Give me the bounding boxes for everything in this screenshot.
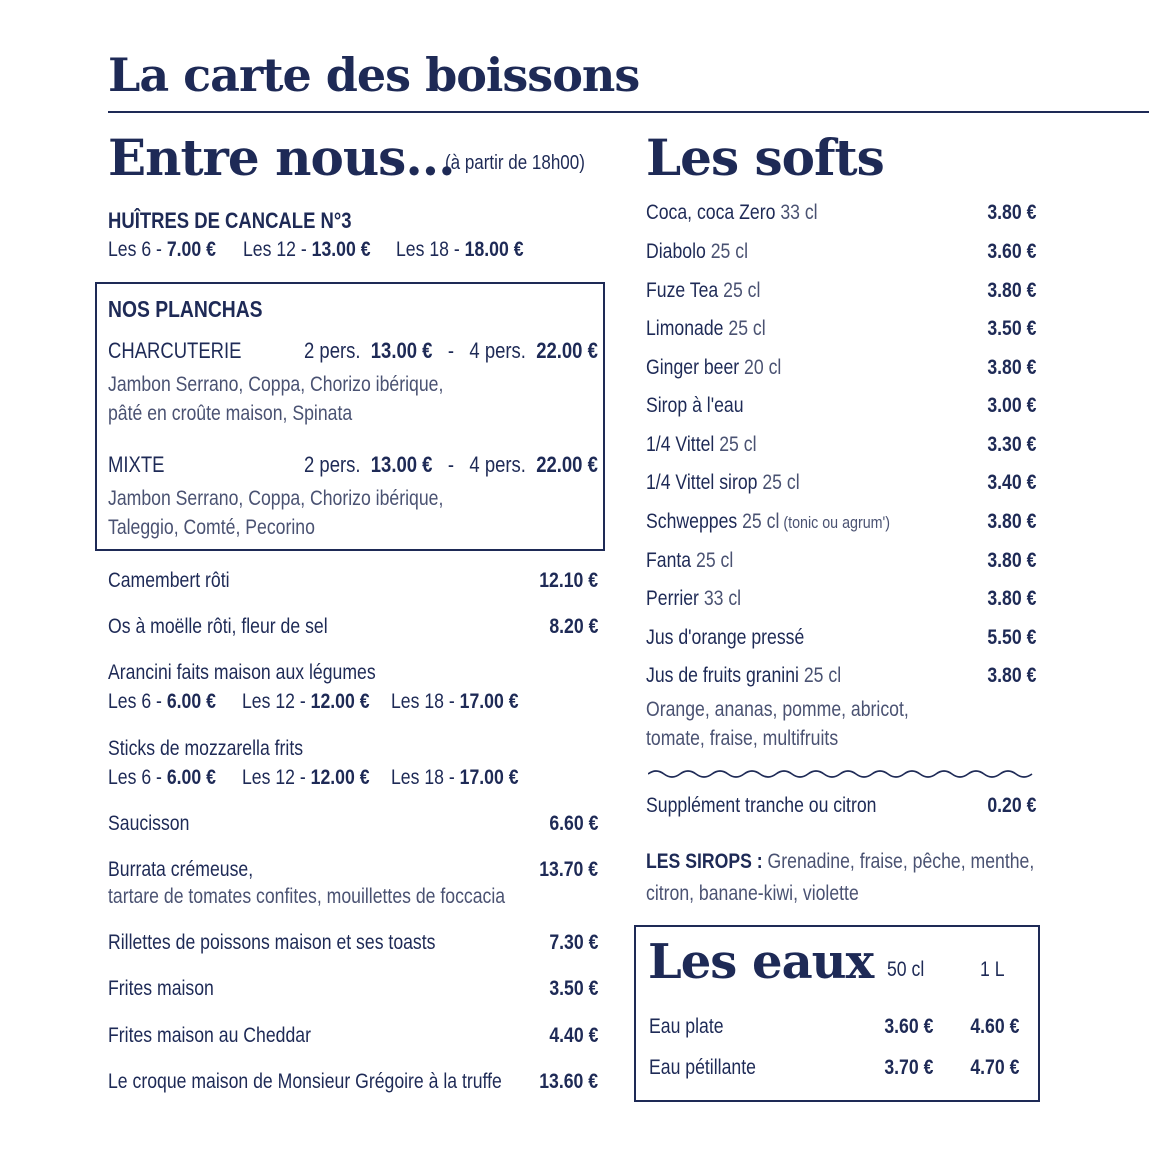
menu-item-name: Camembert rôti [108,569,230,592]
arancini-offer: Les 18 - 17.00 € [391,690,519,713]
menu-item-price: 6.60 € [548,812,598,835]
eau-name: Eau pétillante [649,1056,756,1079]
eaux-col-header: 50 cl [887,958,925,981]
menu-item-name: Burrata crémeuse, [108,858,254,881]
plancha-name: CHARCUTERIE [108,338,242,363]
eau-price: 3.70 € [883,1056,933,1079]
soft-row: Schweppes 25 cl (tonic ou agrum') 3.80 € [646,510,1036,533]
planchas-title: NOS PLANCHAS [108,296,263,322]
menu-item-price: 13.70 € [539,858,598,881]
soft-price: 3.60 € [986,240,1036,263]
huitres-title: HUÎTRES DE CANCALE N°3 [108,208,352,233]
soft-row: Jus de fruits granini 25 cl 3.80 € [646,664,1036,687]
plancha-prices: 2 pers. 13.00 € - 4 pers. 22.00 € [304,452,598,477]
soft-price: 3.50 € [986,317,1036,340]
eau-price: 4.70 € [969,1056,1019,1079]
page-title: La carte des boissons [108,48,640,102]
arancini-name: Arancini faits maison aux légumes [108,661,376,684]
plancha-desc: Taleggio, Comté, Pecorino [108,516,315,539]
soft-row: Ginger beer 20 cl 3.80 € [646,356,1036,379]
plancha-desc: pâté en croûte maison, Spinata [108,402,353,425]
menu-item-price: 4.40 € [548,1024,598,1047]
soft-price: 3.00 € [986,394,1036,417]
sticks-offer: Les 12 - 12.00 € [242,766,370,789]
huitres-offer: Les 18 - 18.00 € [396,238,524,261]
soft-price: 3.40 € [986,471,1036,494]
eaux-col-header: 1 L [980,958,1005,981]
title-divider [108,111,1149,113]
soft-row: Fuze Tea 25 cl 3.80 € [646,279,1036,302]
menu-item-desc: tartare de tomates confites, mouillettes de foccacia [108,885,506,908]
menu-item-price: 7.30 € [548,931,598,954]
menu-item-name: Saucisson [108,812,190,835]
menu-item-price: 8.20 € [548,615,598,638]
soft-row: Limonade 25 cl 3.50 € [646,317,1036,340]
soft-price: 3.80 € [986,549,1036,572]
sirops-line: citron, banane-kiwi, violette [646,882,859,905]
sirops-line: LES SIROPS : Grenadine, fraise, pêche, menthe, [646,850,1035,873]
soft-price: 3.80 € [986,201,1036,224]
soft-price: 3.30 € [986,433,1036,456]
soft-row: 1/4 Vittel sirop 25 cl 3.40 € [646,471,1036,494]
section-title-eaux: Les eaux [648,934,874,990]
soft-price: 3.80 € [986,587,1036,610]
section-title-entre-nous: Entre nous... [108,128,455,187]
sticks-offer: Les 6 - 6.00 € [108,766,216,789]
sticks-name: Sticks de mozzarella frits [108,737,304,760]
eau-price: 3.60 € [883,1015,933,1038]
arancini-offer: Les 12 - 12.00 € [242,690,370,713]
soft-row: Jus d'orange pressé 5.50 € [646,626,1036,649]
soft-row: Perrier 33 cl 3.80 € [646,587,1036,610]
sticks-offer: Les 18 - 17.00 € [391,766,519,789]
menu-item-name: Le croque maison de Monsieur Grégoire à la truffe [108,1070,502,1093]
menu-item-price: 12.10 € [539,569,598,592]
soft-row: Diabolo 25 cl 3.60 € [646,240,1036,263]
wavy-divider [648,766,1038,782]
plancha-desc: Jambon Serrano, Coppa, Chorizo ibérique, [108,373,444,396]
soft-row: Sirop à l'eau 3.00 € [646,394,1036,417]
supplement-price: 0.20 € [986,794,1036,817]
soft-price: 5.50 € [986,626,1036,649]
soft-price: 3.80 € [986,279,1036,302]
supplement-row: Supplément tranche ou citron 0.20 € [646,794,1036,817]
menu-item-name: Os à moëlle rôti, fleur de sel [108,615,328,638]
menu-item-name: Frites maison au Cheddar [108,1024,311,1047]
plancha-desc: Jambon Serrano, Coppa, Chorizo ibérique, [108,487,444,510]
soft-row: 1/4 Vittel 25 cl 3.30 € [646,433,1036,456]
huitres-offer: Les 12 - 13.00 € [243,238,371,261]
granini-desc: tomate, fraise, multifruits [646,727,839,750]
menu-item-price: 3.50 € [548,977,598,1000]
granini-desc: Orange, ananas, pomme, abricot, [646,698,909,721]
section-note: (à partir de 18h00) [445,152,585,174]
menu-item-name: Frites maison [108,977,214,1000]
soft-row: Fanta 25 cl 3.80 € [646,549,1036,572]
arancini-offer: Les 6 - 6.00 € [108,690,216,713]
eau-price: 4.60 € [969,1015,1019,1038]
section-title-softs: Les softs [646,128,884,187]
soft-price: 3.80 € [986,664,1036,687]
soft-row: Coca, coca Zero 33 cl 3.80 € [646,201,1036,224]
plancha-prices: 2 pers. 13.00 € - 4 pers. 22.00 € [304,338,598,363]
menu-item-name: Rillettes de poissons maison et ses toasts [108,931,436,954]
soft-price: 3.80 € [986,510,1036,533]
huitres-offer: Les 6 - 7.00 € [108,238,216,261]
eau-name: Eau plate [649,1015,724,1038]
soft-price: 3.80 € [986,356,1036,379]
plancha-name: MIXTE [108,452,165,477]
menu-item-price: 13.60 € [539,1070,598,1093]
